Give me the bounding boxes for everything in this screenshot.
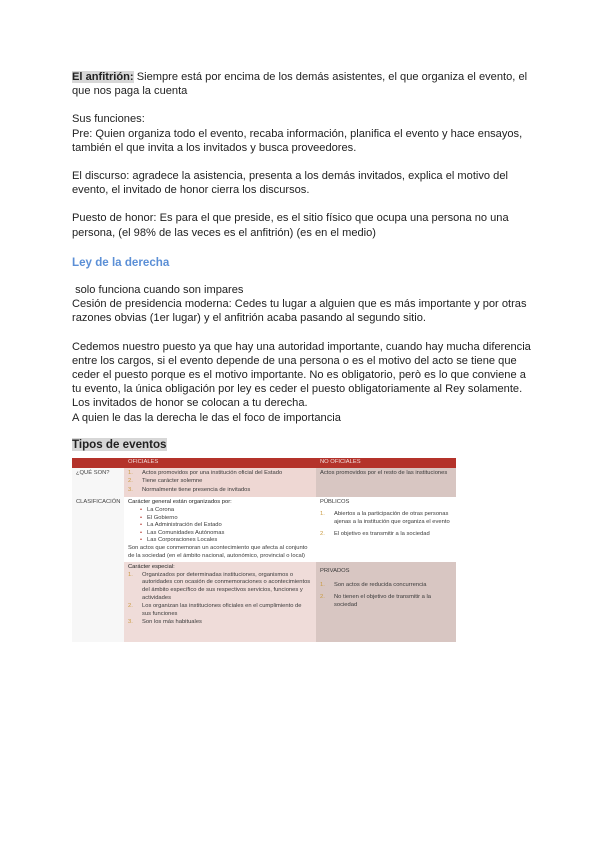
publicos-title: PÚBLICOS [320, 499, 350, 506]
caracter-general-cell [124, 497, 316, 562]
caracter-especial-cell [124, 562, 316, 642]
table-header-oficiales: OFICIALES [124, 458, 316, 468]
funciones-pre: Pre: Quien organiza todo el evento, recaba información, planifica el evento y hace ensayos, también el que invita a los invitados y busca proveedores. [72, 127, 523, 154]
table-row-clasificacion-especial [72, 562, 456, 642]
list-item: 1. Actos promovidos por una institución oficial del Estado [128, 469, 283, 476]
list-item: 3. Normalmente tiene presencia de invitados [128, 486, 251, 493]
privados-title: PRIVADOS [320, 568, 350, 575]
row-label-clasificacion: CLASIFICACIÓN [72, 497, 124, 642]
list-item: 2. Tiene carácter solemne [128, 478, 203, 485]
list-item: • El Gobierno [140, 515, 312, 523]
cedemos-paragraph: Cedemos nuestro puesto ya que hay una autoridad importante, cuando hay mucha diferencia entre los cargos, si el evento depende de una persona o es el motivo del acto se tiene que ceder el puesto porque es el motivo importante. No es obligatorio, però es lo que conviene a tu evento, la única obligación por ley es ceder el puesto obligatoriamente al Rey solamente. [72, 340, 531, 396]
que-son-oficiales-cell [124, 468, 316, 498]
publicos-cell [316, 497, 456, 562]
list-item: • Las Corporaciones Locales [140, 537, 312, 545]
list-item: 1. Organizados por determinadas instituciones, organismos o autoridades con ocasión de conmemoraciones o acontecimientos del ámbito específico de sus respectivos servicios, funciones y actividades [128, 571, 311, 601]
list-item: 2. No tienen el objetivo de transmitir a la sociedad [320, 594, 431, 608]
caracter-general-title: Carácter general están organizados por: [128, 499, 232, 506]
ley-derecha-line2: Cesión de presidencia moderna: Cedes tu lugar a alguien que es más importante y por otras razones obvias (1er lugar) y el anfitrión acaba pasando al segundo sitio. [72, 298, 527, 325]
list-item: • La Corona [140, 507, 312, 515]
anfitrion-paragraph [72, 70, 532, 98]
row-label-que-son: ¿QUÉ SON? [72, 468, 124, 498]
document-body [72, 70, 532, 642]
invitados-honor-line: Los invitados de honor se colocan a tu derecha. [72, 397, 308, 410]
table-row-que-son [72, 468, 456, 498]
anfitrion-label: El anfitrión: [72, 71, 134, 83]
list-item: 1. Son actos de reducida concurrencia [320, 581, 427, 588]
list-item: 2. El objetivo es transmitir a la sociedad [320, 531, 430, 538]
list-item: • La Administración del Estado [140, 522, 312, 530]
caracter-general-note: Son actos que conmemoran un acontecimiento que afecta al conjunto de la sociedad (en el ámbito nacional, autonómico, provincial o local) [128, 545, 308, 559]
ley-derecha-heading: Ley de la derecha [72, 255, 170, 269]
privados-cell [316, 562, 456, 642]
table-header-empty [72, 458, 124, 468]
table-row-clasificacion-general [72, 497, 456, 562]
tipos-eventos-heading-text: Tipos de eventos [72, 437, 167, 451]
list-item: 3. Son los más habituales [128, 619, 202, 626]
ley-derecha-line1: solo funciona cuando son impares [72, 284, 244, 297]
foco-importancia-line: A quien le das la derecha le das el foco de importancia [72, 411, 341, 424]
anfitrion-text: Siempre está por encima de los demás asistentes, el que organiza el evento, el que nos paga la cuenta [72, 71, 528, 98]
puesto-honor-paragraph: Puesto de honor: Es para el que preside, es el sitio físico que ocupa una persona no una persona, (el 98% de las veces es el anfitrión) (es en el medio) [72, 212, 509, 239]
caracter-especial-title: Carácter especial: [128, 564, 175, 571]
table-header-row [72, 458, 456, 468]
funciones-title: Sus funciones: [72, 113, 145, 126]
que-son-no-oficiales-cell: Actos promovidos por el resto de las instituciones [316, 468, 456, 498]
table-header-no-oficiales: NO OFICIALES [316, 458, 456, 468]
discurso-paragraph: El discurso: agradece la asistencia, presenta a los demás invitados, explica el motivo del evento, el invitado de honor cierra los discursos. [72, 170, 508, 197]
list-item: 2. Los organizan las instituciones oficiales en el cumplimiento de sus funciones [128, 603, 302, 617]
list-item: 1. Abiertos a la participación de otras personas ajenas a la institución que organiza el evento [320, 511, 450, 525]
tipos-eventos-table [72, 458, 456, 642]
list-item: • Las Comunidades Autónomas [140, 530, 312, 538]
tipos-eventos-heading [72, 438, 532, 452]
